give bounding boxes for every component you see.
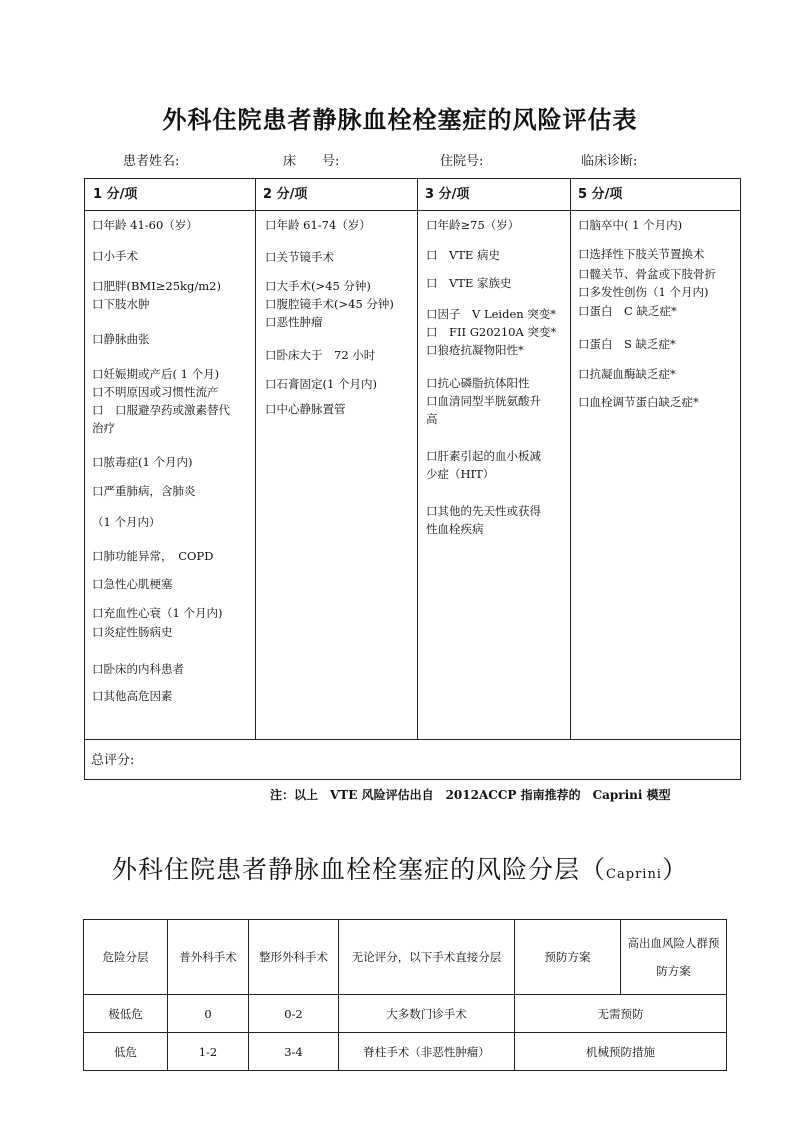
admission-number-label: 住院号: [440, 154, 484, 169]
risk-factor-item: 口抗心磷脂抗体阳性 [426, 376, 530, 390]
risk-stratification-table [83, 919, 727, 1071]
cell-plastic-score: 3-4 [249, 1033, 339, 1071]
column-divider [417, 179, 418, 739]
risk-factor-item: 口 VTE 病史 [426, 248, 501, 262]
risk-factor-item: 口 VTE 家族史 [426, 276, 512, 290]
risk-factor-item: 少症（HIT） [426, 467, 495, 481]
risk-factor-item: 口关节镜手术 [265, 250, 334, 264]
cell-general-score: 0 [168, 995, 249, 1033]
column-divider [255, 179, 256, 739]
risk-factor-item: 口髋关节、骨盆或下肢骨折 [578, 267, 716, 281]
column-divider [570, 179, 571, 739]
header-prevention-plan: 预防方案 [515, 920, 621, 995]
cell-risk-level: 极低危 [84, 995, 168, 1033]
header-direct-stratification: 无论评分，以下手术直接分层 [339, 920, 515, 995]
risk-factor-item: 口血栓调节蛋白缺乏症* [578, 395, 699, 409]
header-2-point: 2 分/项 [255, 179, 417, 211]
page-title: 外科住院患者静脉血栓栓塞症的风险评估表 [162, 105, 638, 134]
risk-factor-item: 口其他的先天性或获得 [426, 504, 541, 518]
risk-factor-item: 口卧床的内科患者 [92, 662, 184, 676]
risk-factor-item: 治疗 [92, 421, 115, 435]
risk-factor-item: 口卧床大于 72 小时 [265, 348, 376, 362]
risk-factor-item: 口肺功能异常， COPD [92, 549, 214, 563]
risk-factor-item: 口腹腔镜手术(>45 分钟) [265, 297, 394, 311]
cell-surgery: 脊柱手术（非恶性肿瘤） [339, 1033, 515, 1071]
risk-factor-item: 口多发性创伤（1 个月内) [578, 285, 709, 299]
risk-factor-item: 口蛋白 S 缺乏症* [578, 337, 676, 351]
risk-factor-item: 口静脉曲张 [92, 332, 150, 346]
cell-surgery: 大多数门诊手术 [339, 995, 515, 1033]
header-3-point: 3 分/项 [417, 179, 570, 211]
source-note: 注：以上 VTE 风险评估出自 2012ACCP 指南推荐的 Caprini 模型 [270, 788, 671, 802]
header-1-point: 1 分/项 [85, 179, 255, 211]
cell-plastic-score: 0-2 [249, 995, 339, 1033]
risk-factor-item: 口炎症性肠病史 [92, 625, 173, 639]
risk-factor-item: 口选择性下肢关节置换术 [578, 247, 705, 261]
risk-factor-item: 口蛋白 C 缺乏症* [578, 304, 677, 318]
caprini-label: Caprini [606, 867, 662, 882]
risk-factor-item: 口年龄 41-60（岁） [92, 218, 198, 232]
bed-number-label: 床 号: [283, 154, 340, 169]
patient-name-label: 患者姓名: [123, 154, 180, 169]
cell-general-score: 1-2 [168, 1033, 249, 1071]
risk-factor-item: 口小手术 [92, 249, 138, 263]
stratification-title [0, 850, 800, 886]
risk-factor-item: 口石膏固定(1 个月内) [265, 377, 377, 391]
risk-factor-item: 口肥胖(BMI≥25kg/m2) [92, 279, 221, 293]
risk-factor-item: 口脑卒中( 1 个月内) [578, 218, 683, 232]
risk-factor-item: 高 [426, 412, 438, 426]
risk-factor-item: 口其他高危因素 [92, 689, 173, 703]
cell-prevention: 机械预防措施 [515, 1033, 727, 1071]
table-row [84, 1033, 727, 1071]
header-high-bleeding-plan: 高出血风险人群预防方案 [621, 920, 727, 995]
risk-factor-item: 口中心静脉置管 [265, 402, 346, 416]
title-paren-open: （ [580, 855, 607, 884]
header-general-surgery: 普外科手术 [168, 920, 249, 995]
header-risk-level: 危险分层 [84, 920, 168, 995]
risk-factor-item: 口大手术(>45 分钟) [265, 279, 371, 293]
risk-factor-item: 口 口服避孕药或激素替代 [92, 403, 230, 417]
cell-prevention: 无需预防 [515, 995, 727, 1033]
title-paren-close: ） [661, 855, 688, 884]
table-header-row [84, 920, 727, 995]
risk-factor-item: 口肝素引起的血小板减 [426, 449, 541, 463]
risk-factor-item: 口抗凝血酶缺乏症* [578, 367, 676, 381]
stratification-title-main: 外科住院患者静脉血栓栓塞症的风险分层 [112, 855, 581, 884]
risk-factor-item: 口血清同型半胱氨酸升 [426, 394, 541, 408]
risk-factor-item: 口下肢水肿 [92, 297, 150, 311]
risk-factor-item: 口恶性肿瘤 [265, 315, 323, 329]
total-score-label: 总评分: [85, 739, 740, 781]
cell-risk-level: 低危 [84, 1033, 168, 1071]
risk-factor-item: （1 个月内） [92, 515, 161, 529]
risk-assessment-table [84, 178, 741, 780]
header-5-point: 5 分/项 [570, 179, 740, 211]
table-row [84, 995, 727, 1033]
header-plastic-surgery: 整形外科手术 [249, 920, 339, 995]
risk-factor-item: 口充血性心衰（1 个月内) [92, 606, 223, 620]
risk-factor-item: 口狼疮抗凝物阳性* [426, 343, 524, 357]
risk-factor-item: 口 FII G20210A 突变* [426, 325, 557, 339]
risk-factor-item: 口年龄≥75（岁） [426, 218, 520, 232]
risk-factor-item: 口妊娠期或产后( 1 个月) [92, 367, 220, 381]
risk-factor-item: 口急性心肌梗塞 [92, 577, 173, 591]
risk-factor-item: 口脓毒症(1 个月内) [92, 455, 193, 469]
risk-factor-item: 性血栓疾病 [426, 522, 484, 536]
risk-factor-item: 口严重肺病，含肺炎 [92, 484, 196, 498]
risk-factor-item: 口不明原因或习惯性流产 [92, 385, 219, 399]
risk-factor-item: 口因子 V Leiden 突变* [426, 307, 557, 321]
risk-factor-item: 口年龄 61-74（岁） [265, 218, 371, 232]
diagnosis-label: 临床诊断: [581, 154, 638, 169]
